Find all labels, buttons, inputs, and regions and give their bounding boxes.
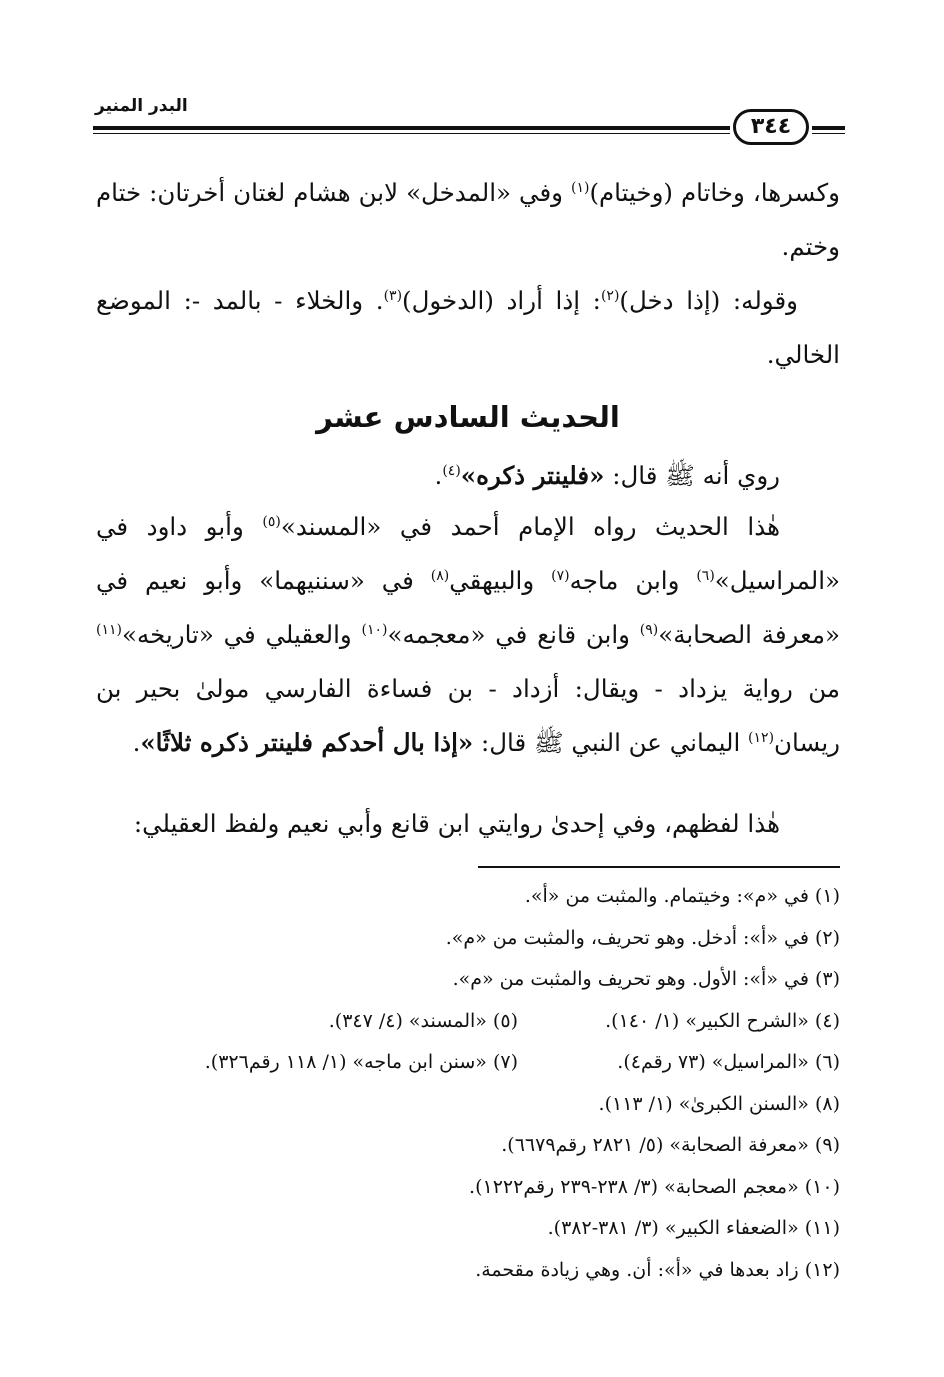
text-run: هٰذا الحديث رواه الإمام أحمد في «المسند»	[280, 512, 780, 541]
footnote-text: (١١) «الضعفاء الكبير» (٣/ ٣٨١-٣٨٢).	[547, 1217, 840, 1239]
header-rule-thin	[93, 133, 730, 134]
footnote-7: (٧) «سنن ابن ماجه» (١/ ١١٨ رقم٣٢٦).	[204, 1051, 518, 1073]
footnote-ref[interactable]: (١)	[570, 179, 590, 196]
text-run: من رواية يزداد - ويقال: أزداد - بن فساءة الفارسي مولىٰ بحير بن ريسان	[96, 674, 840, 757]
text-run: روي أنه ﷺ قال:	[604, 461, 780, 490]
footnote-ref[interactable]: (١١)	[96, 621, 122, 638]
header-rule-right	[812, 126, 845, 130]
page-number-badge: ٣٤٤	[733, 109, 809, 145]
text-run: وأبو داود في «المراسيل»	[96, 512, 840, 595]
text-run: والعقيلي في «تاريخه»	[121, 620, 362, 649]
footnote-text: (٣) في «أ»: الأول. وهو تحريف والمثبت من «م».	[452, 968, 840, 990]
footnote-text: (١٢) زاد بعدها في «أ»: أن. وهي زيادة مقحمة.	[475, 1258, 840, 1281]
text-run: وفي «المدخل» لابن هشام لغتان أخرتان: ختام وختم.	[96, 178, 840, 261]
footnote-ref[interactable]: (١٢)	[748, 729, 775, 746]
footnote-text: (٢) في «أ»: أدخل. وهو تحريف، والمثبت من «م».	[445, 926, 840, 949]
footnote-ref[interactable]: (٦)	[696, 567, 715, 584]
footnote-12	[96, 1250, 840, 1292]
text-run: اليماني عن النبي ﷺ قال:	[473, 728, 749, 757]
footnote-ref[interactable]: (٣)	[383, 287, 403, 304]
header-rule	[93, 126, 730, 130]
footnote-text: (١) في «م»: وخيتمام. والمثبت من «أ».	[524, 885, 840, 907]
paragraph-5: هٰذا لفظهم، وفي إحدىٰ روايتي ابن قانع وأبي نعيم ولفظ العقيلي:	[133, 809, 780, 838]
footnote-6: (٦) «المراسيل» (٧٣ رقم٤).	[617, 1051, 840, 1073]
footnote-2	[96, 918, 840, 960]
text-run: . والخلاء - بالمد -: الموضع الخالي.	[96, 286, 840, 369]
footnote-text: (٩) «معرفة الصحابة» (٥/ ٢٨٢١ رقم٦٦٧٩).	[501, 1134, 840, 1156]
paragraph-3	[96, 449, 840, 503]
footnote-9	[96, 1125, 840, 1167]
footnote-ref[interactable]: (٨)	[430, 567, 450, 584]
footnote-row-6-7	[96, 1042, 840, 1084]
text-run: في «سننيهما» وأبو نعيم في «معرفة الصحابة»	[96, 566, 841, 649]
footnote-separator	[478, 866, 840, 868]
footnote-ref[interactable]: (٤)	[442, 462, 461, 479]
paragraph-1	[96, 166, 840, 274]
text-run: وقوله: (إذا دخل)	[619, 286, 798, 315]
paragraph-4	[96, 500, 840, 770]
hadith-quote: «إذا بال أحدكم فلينتر ذكره ثلاثًا»	[140, 728, 474, 757]
footnote-row-4-5	[96, 1001, 840, 1043]
text-run: والبيهقي	[449, 566, 552, 595]
hadith-quote: «فلينتر ذكره»	[460, 461, 605, 490]
footnote-11	[96, 1208, 840, 1250]
text-run: وابن قانع في «معجمه»	[387, 620, 640, 649]
footnote-ref[interactable]: (٧)	[551, 567, 570, 584]
text-run: : إذا أراد (الدخول)	[402, 286, 601, 315]
footnote-ref[interactable]: (٥)	[262, 513, 281, 530]
text-run: .	[434, 461, 443, 490]
footnote-ref[interactable]: (٢)	[600, 287, 620, 304]
footnote-text: (٨) «السنن الكبرىٰ» (١/ ١١٣).	[598, 1092, 840, 1115]
text-run: وابن ماجه	[569, 566, 697, 595]
footnote-8	[96, 1084, 840, 1126]
footnote-4: (٤) «الشرح الكبير» (١/ ١٤٠).	[605, 1009, 840, 1032]
footnote-ref[interactable]: (١٠)	[361, 621, 388, 638]
footnote-ref[interactable]: (٩)	[639, 621, 659, 638]
footnote-text: (١٠) «معجم الصحابة» (٣/ ٢٣٨-٢٣٩ رقم١٢٢٢).	[469, 1175, 840, 1198]
footnote-5: (٥) «المسند» (٤/ ٣٤٧).	[328, 1009, 518, 1032]
running-header-title: البدر المنير	[95, 96, 188, 116]
footnotes	[96, 876, 840, 1291]
header-rule-right-thin	[812, 133, 845, 134]
section-heading: الحديث السادس عشر	[316, 400, 620, 434]
footnote-10	[96, 1167, 840, 1209]
text-run: وكسرها، وخاتام (وخيتام)	[589, 178, 840, 207]
footnote-3	[96, 959, 840, 1001]
footnote-1	[96, 876, 840, 918]
paragraph-2	[96, 274, 840, 382]
text-run: .	[132, 728, 141, 757]
